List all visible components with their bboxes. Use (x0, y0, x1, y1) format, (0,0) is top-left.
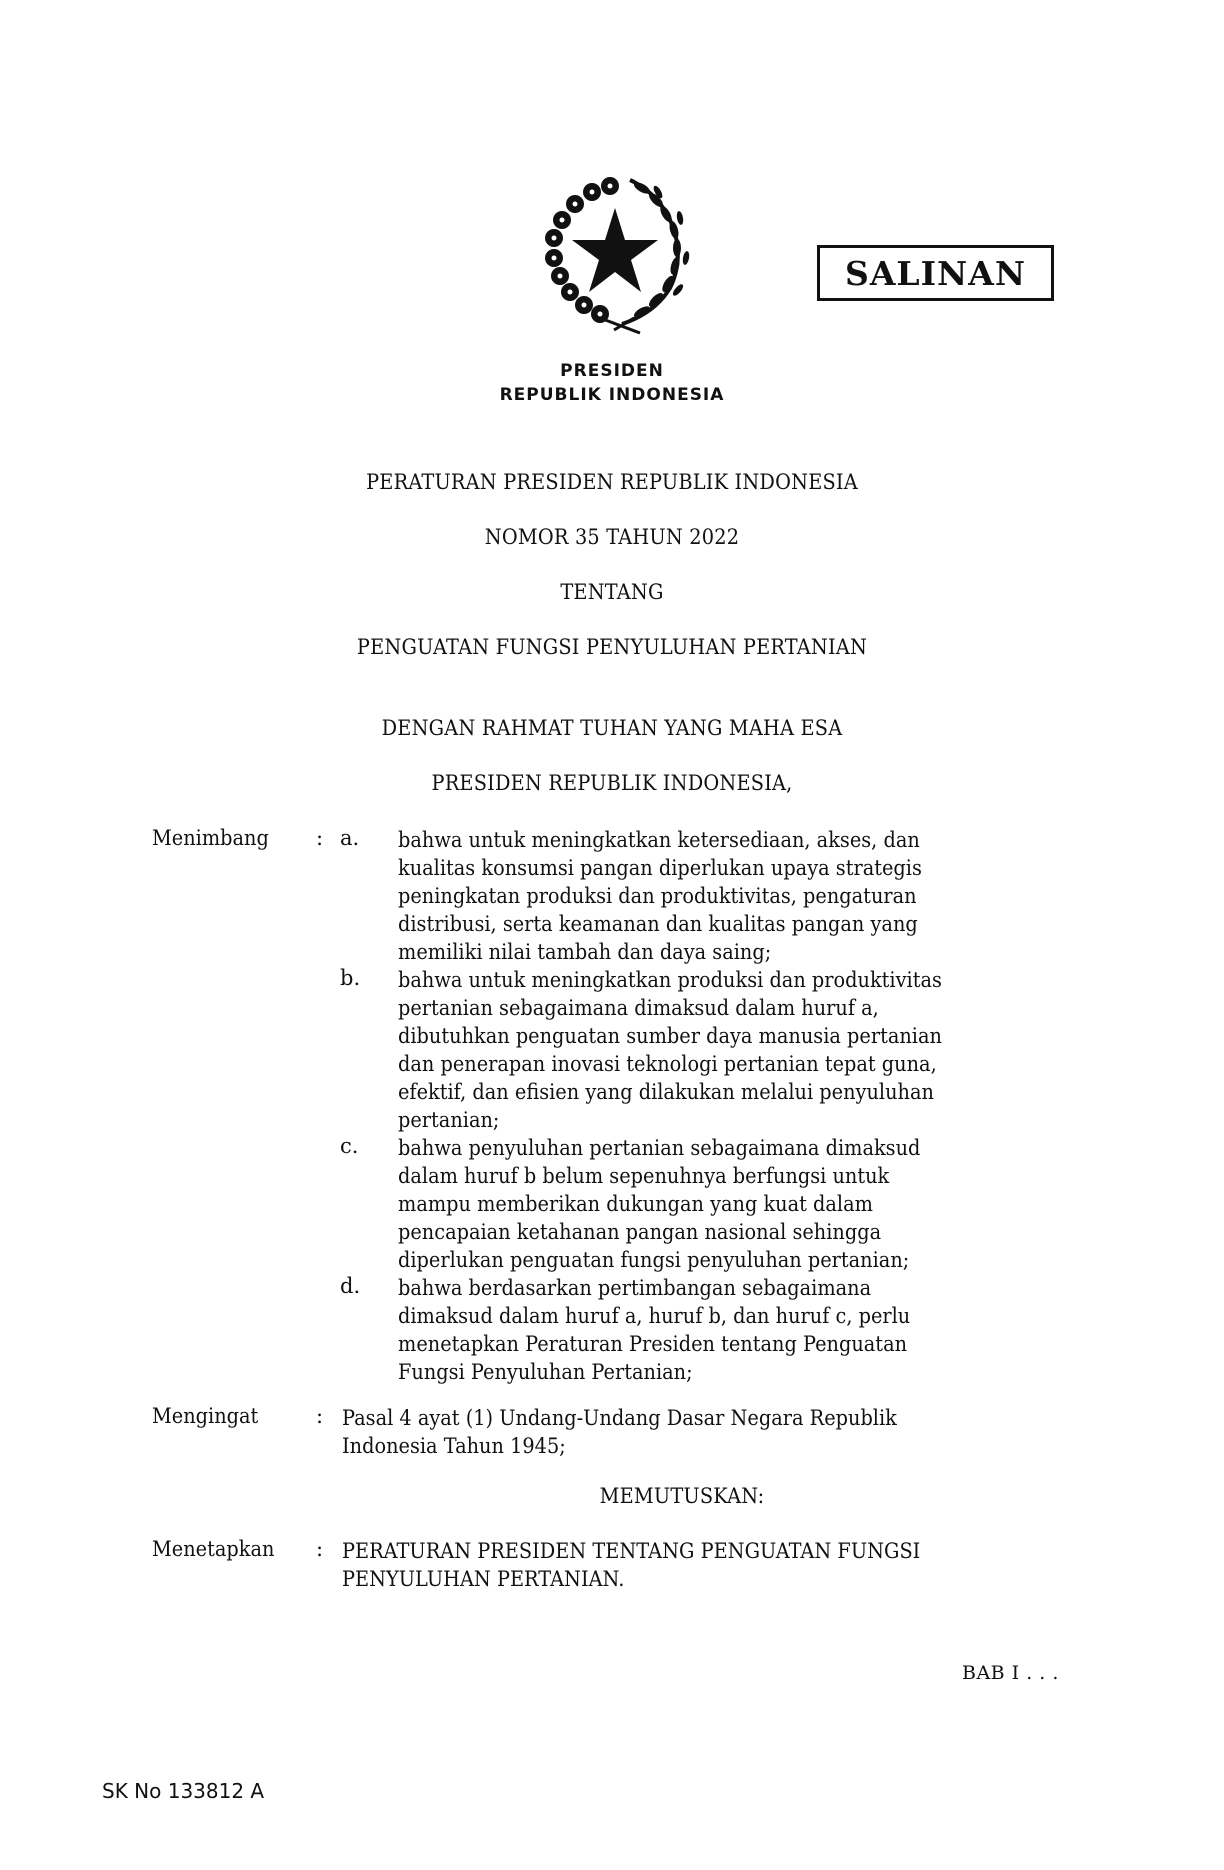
text-line: bahwa berdasarkan pertimbangan sebagaimana (398, 1276, 872, 1300)
text-line: bahwa untuk meningkatkan produksi dan produktivitas (398, 968, 942, 992)
colon: : (316, 1537, 324, 1561)
menetapkan-body (342, 1537, 1062, 1593)
colon: : (316, 826, 324, 850)
text-line: PERATURAN PRESIDEN TENTANG PENGUATAN FUNGSI (342, 1539, 921, 1563)
text-line: peningkatan produksi dan produktivitas, pengaturan (398, 884, 917, 908)
text-line: dimaksud dalam huruf a, huruf b, dan huruf c, perlu (398, 1304, 911, 1328)
text-line: efektif, dan efisien yang dilakukan melalui penyuluhan (398, 1080, 934, 1104)
text-line: dan penerapan inovasi teknologi pertanian tepat guna, (398, 1052, 937, 1076)
menimbang-item-d (398, 1274, 1062, 1386)
president-line: PRESIDEN REPUBLIK INDONESIA, (431, 771, 793, 795)
salinan-stamp-label: SALINAN (844, 253, 1026, 293)
menimbang-label: Menimbang (152, 826, 269, 850)
text-line: pertanian; (398, 1108, 500, 1132)
text-line: distribusi, serta keamanan dan kualitas pangan yang (398, 912, 918, 936)
text-line: bahwa untuk meningkatkan ketersediaan, akses, dan (398, 828, 920, 852)
item-marker-d: d. (340, 1274, 361, 1298)
text-line: Pasal 4 ayat (1) Undang-Undang Dasar Negara Republik (342, 1406, 897, 1430)
menimbang-item-b (398, 966, 1062, 1134)
doc-subject-line: PENGUATAN FUNGSI PENYULUHAN PERTANIAN (356, 635, 868, 659)
header-caption-republik: REPUBLIK INDONESIA (499, 385, 725, 405)
doc-tentang-line: TENTANG (560, 580, 664, 604)
memutuskan-heading: MEMUTUSKAN: (599, 1484, 765, 1508)
colon: : (316, 1404, 324, 1428)
text-line: diperlukan penguatan fungsi penyuluhan pertanian; (398, 1248, 910, 1272)
text-line: dalam huruf b belum sepenuhnya berfungsi untuk (398, 1164, 890, 1188)
mengingat-body (342, 1404, 1062, 1460)
doc-number-line: NOMOR 35 TAHUN 2022 (484, 525, 740, 549)
text-line: Fungsi Penyuluhan Pertanian; (398, 1360, 693, 1384)
text-line: PENYULUHAN PERTANIAN. (342, 1567, 625, 1591)
text-line: bahwa penyuluhan pertanian sebagaimana dimaksud (398, 1136, 921, 1160)
mengingat-label: Mengingat (152, 1404, 259, 1428)
item-marker-c: c. (340, 1134, 359, 1158)
text-line: menetapkan Peraturan Presiden tentang Penguatan (398, 1332, 908, 1356)
doc-title-line: PERATURAN PRESIDEN REPUBLIK INDONESIA (366, 470, 858, 494)
text-line: Indonesia Tahun 1945; (342, 1434, 566, 1458)
text-line: memiliki nilai tambah dan daya saing; (398, 940, 772, 964)
page-continuation-marker: BAB I . . . (962, 1662, 1059, 1684)
menimbang-item-a (398, 826, 1062, 966)
text-line: pertanian sebagaimana dimaksud dalam huruf a, (398, 996, 879, 1020)
salinan-stamp (817, 245, 1054, 301)
item-marker-b: b. (340, 966, 361, 990)
text-line: pencapaian ketahanan pangan nasional sehingga (398, 1220, 882, 1244)
text-line: dibutuhkan penguatan sumber daya manusia pertanian (398, 1024, 942, 1048)
text-line: kualitas konsumsi pangan diperlukan upaya strategis (398, 856, 922, 880)
header-caption-presiden: PRESIDEN (560, 361, 664, 381)
text-line: mampu memberikan dukungan yang kuat dalam (398, 1192, 873, 1216)
menimbang-item-c (398, 1134, 1062, 1274)
presidential-emblem-icon (530, 168, 700, 338)
menetapkan-label: Menetapkan (152, 1537, 275, 1561)
sk-number: SK No 133812 A (102, 1779, 265, 1803)
item-marker-a: a. (340, 826, 360, 850)
invocation-line: DENGAN RAHMAT TUHAN YANG MAHA ESA (381, 716, 843, 740)
